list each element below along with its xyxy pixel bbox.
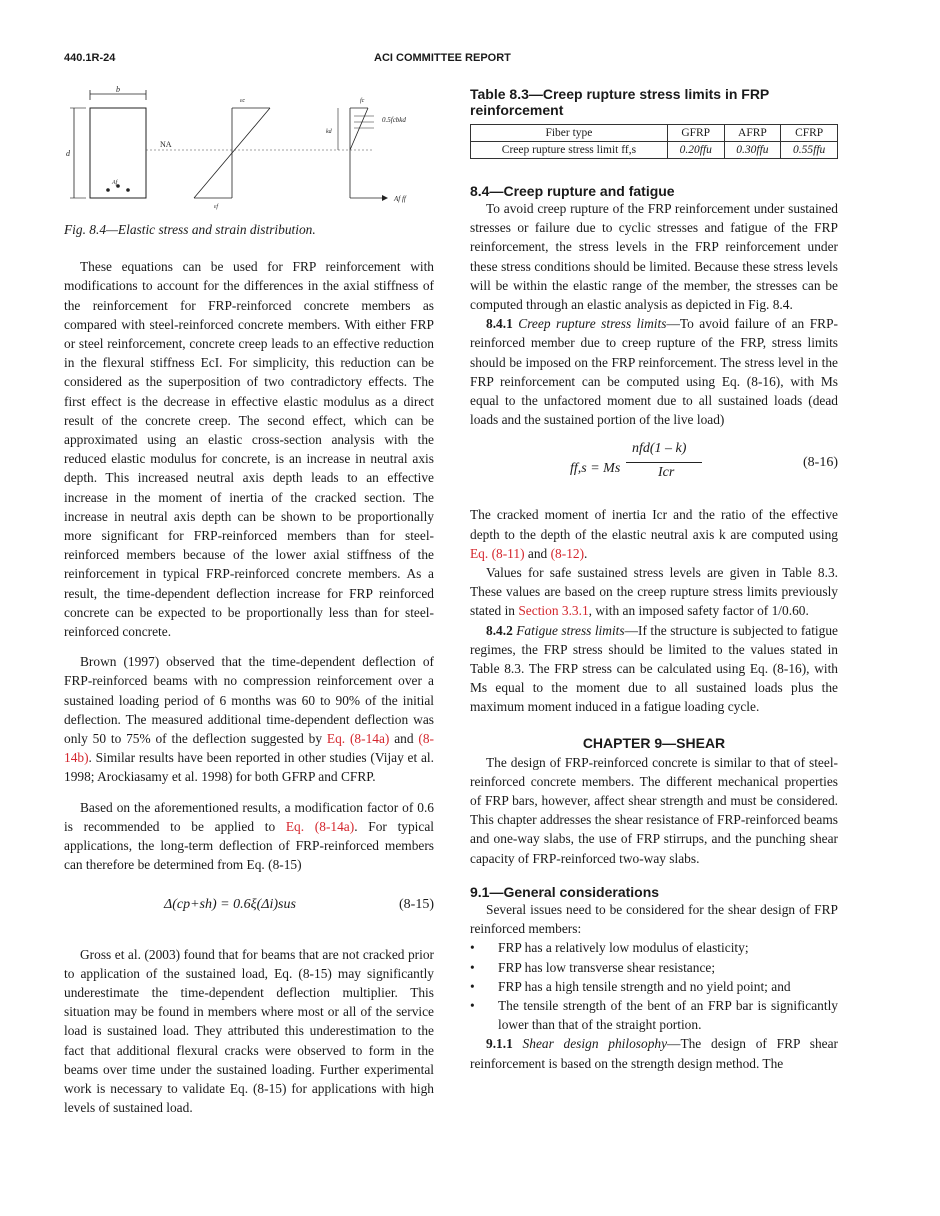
list-item: • The tensile strength of the bent of an FRP bar is significantly lower than that of the straight portion. (470, 997, 838, 1033)
table-header: CFRP (781, 125, 838, 142)
equation-numerator: nfd(1 – k) (632, 441, 687, 457)
paragraph: The design of FRP-reinforced concrete is similar to that of steel-reinforced concrete members. The different mechanical properties of FRP bars, however, affect shear strength and must be considered. This chapter addresses the shear resistance of FRP-reinforced beams and one-way slabs, the use of FRP stirrups, and the punching shear capacity of FRP-reinforced two-way slabs. (470, 754, 838, 866)
eq-8-11-link[interactable]: Eq. (8-11) (470, 545, 525, 561)
chapter-heading: CHAPTER 9—SHEAR (582, 734, 726, 751)
report-title: ACI COMMITTEE REPORT (374, 52, 511, 64)
paragraph: To avoid creep rupture of the FRP reinforcement under sustained stresses or failure due to cyclic stresses and fatigue of the FRP reinforcement, the stress levels in the FRP reinforcement under these stress conditions should be limited. Because these stress levels will be within the elastic range of the member, the stresses can be computed through an elastic analysis as depicted in Fig. 8.4. (470, 201, 838, 313)
label-na: NA (160, 140, 172, 149)
eq-8-14b-link[interactable]: (8-14b) (64, 731, 434, 766)
label-kd: kd (326, 129, 332, 135)
eq-8-14a-link[interactable]: Eq. (8-14a) (326, 731, 390, 747)
paragraph: The cracked moment of inertia Icr and the ratio of the effective depth to the depth of the elastic neutral axis k are computed using Eq. (8-11) and (8-12). (470, 507, 838, 561)
paragraph: These equations can be used for FRP reinforcement with modifications to account for the differences in the axial stiffness of the reinforcement for FRP-reinforced concrete members as compared with steel-reinforced concrete members. With either FRP or steel reinforcement, concrete creep leads to an effective reduction in the flexural stiffness EcI. For simplicity, this reduction can be considered as the superposition of two contradictory effects. The first effect is the decrease in effective elastic modulus as a direct result of the concrete creep. The second effect, which can be approximated using an elastic cross-section analysis with the reduced elastic modulus for concrete, is an increase in neutral axis depth. This increased neutral axis depth leads to an effective increase in the moment of inertia of the cracked section. The increase in neutral axis depth can be shown to be proportionally more significant for FRP-reinforced members than for steel-reinforced members because of the lower axial stiffness of the reinforcement in typical FRP-reinforced concrete members. As a result, the time-dependent deflection increase for FRP reinforced concrete can be expected to be proportionally less than for steel-reinforced concrete. (64, 259, 434, 640)
eq-8-12-link[interactable]: (8-12) (550, 545, 585, 561)
table-header: Fiber type (471, 125, 668, 142)
section-heading: 8.4—Creep rupture and fatigue (470, 183, 675, 199)
table-cell: 0.30ffu (724, 142, 781, 159)
label-d: d (66, 149, 70, 158)
figure-8-4-stress-strain-diagram (64, 86, 434, 214)
paragraph: Values for safe sustained stress levels are given in Table 8.3. These values are based on the creep rupture stress limits previously stated in Section 3.3.1, with an imposed safety factor of 1/0.60. (470, 565, 838, 619)
equation-8-15 (64, 887, 434, 927)
table-8-3 (470, 124, 838, 159)
paragraph: Brown (1997) observed that the time-dependent deflection of FRP-reinforced beams with no compression reinforcement over a sustained loading period of 6 months was 60 to 90% of the initial deflection. The measured additional time-dependent deflection was only 50 to 75% of the deflection suggested by Eq. (8-14a) and (8-14b). Similar results have been reported in other studies (Vijay et al. 1998; Arockiasamy et al. 1998) for both GFRP and CFRP. (64, 654, 434, 785)
paragraph: Several issues need to be considered for the shear design of FRP reinforced members: (470, 901, 838, 937)
paragraph: 8.4.1 Creep rupture stress limits—To avoid failure of an FRP-reinforced member due to creep rupture of the FRP, stress limits should be imposed on the FRP reinforcement. The stress level in the FRP reinforcement can be computed using Eq. (8-16), with Ms equal to the unfactored moment due to all sustained loads (dead loads and the sustained portion of the live load) (470, 316, 838, 428)
page-number: 440.1R-24 (64, 52, 116, 64)
equation-number: (8-15) (399, 896, 434, 912)
page-header (64, 52, 876, 68)
list-item: • FRP has a relatively low modulus of elasticity; (470, 940, 749, 956)
left-column (64, 86, 434, 1117)
section-3-3-1-link[interactable]: Section 3.3.1 (518, 603, 589, 619)
label-compression-force: 0.5fcbkd (382, 116, 406, 124)
label-fc: fc (360, 98, 365, 104)
paragraph: 8.4.2 Fatigue stress limits—If the structure is subjected to fatigue regimes, the FRP stress should be limited to the values stated in Table 8.3. The FRP stress can be calculated using Eq. (8-16), with Ms equal to the moment due to all sustained loads plus the maximum moment induced in a fatigue loading cycle. (470, 622, 838, 715)
figure-caption: Fig. 8.4—Elastic stress and strain distribution. (64, 222, 316, 237)
label-ef: εf (214, 204, 219, 210)
eq-8-14a-link[interactable]: Eq. (8-14a) (285, 818, 355, 834)
table-title: Table 8.3—Creep rupture stress limits in FRP reinforcement (470, 86, 770, 118)
equation-lhs: ff,s = Ms (570, 461, 621, 477)
section-heading: 9.1—General considerations (470, 883, 660, 900)
list-item: • FRP has low transverse shear resistance; (470, 959, 716, 975)
label-tension-force: Af ff (394, 195, 406, 203)
table-header: GFRP (667, 125, 724, 142)
list-item: • FRP has a high tensile strength and no yield point; and (470, 978, 791, 994)
table-cell: 0.20ffu (667, 142, 724, 159)
equation-denominator: Icr (658, 465, 675, 481)
table-cell: Creep rupture stress limit ff,s (471, 142, 668, 159)
paragraph: Based on the aforementioned results, a modification factor of 0.6 is recommended to be applied to Eq. (8-14a). For typical applications, the long-term deflection of FRP-reinforced members can therefore be determined from Eq. (8-15) (64, 799, 435, 873)
right-column (470, 86, 838, 1073)
label-b: b (116, 86, 120, 94)
label-af: Af (112, 180, 118, 186)
paragraph: Gross et al. (2003) found that for beams that are not cracked prior to application of the sustained load, Eq. (8-15) may significantly underestimate the time-dependent deflection multiplier. This situation may be found in members where most or all of the service load is sustained load. They attributed this underestimation to the fact that additional flexural cracks were observed to form in the beams over time under the sustained loading. Further experimental work is necessary to validate Eq. (8-15) for applications with high levels of sustained load. (64, 946, 434, 1116)
paragraph: 9.1.1 Shear design philosophy—The design of FRP shear reinforcement is based on the strength design method. The (470, 1036, 838, 1071)
equation-body: Δ(cp+sh) = 0.6ξ(Δi)sus (164, 896, 296, 912)
label-ec: εc (240, 98, 246, 104)
equation-8-16 (470, 441, 838, 501)
table-cell: 0.55ffu (781, 142, 838, 159)
fraction-bar (626, 462, 702, 463)
equation-number: (8-16) (803, 455, 838, 471)
table-header: AFRP (724, 125, 781, 142)
